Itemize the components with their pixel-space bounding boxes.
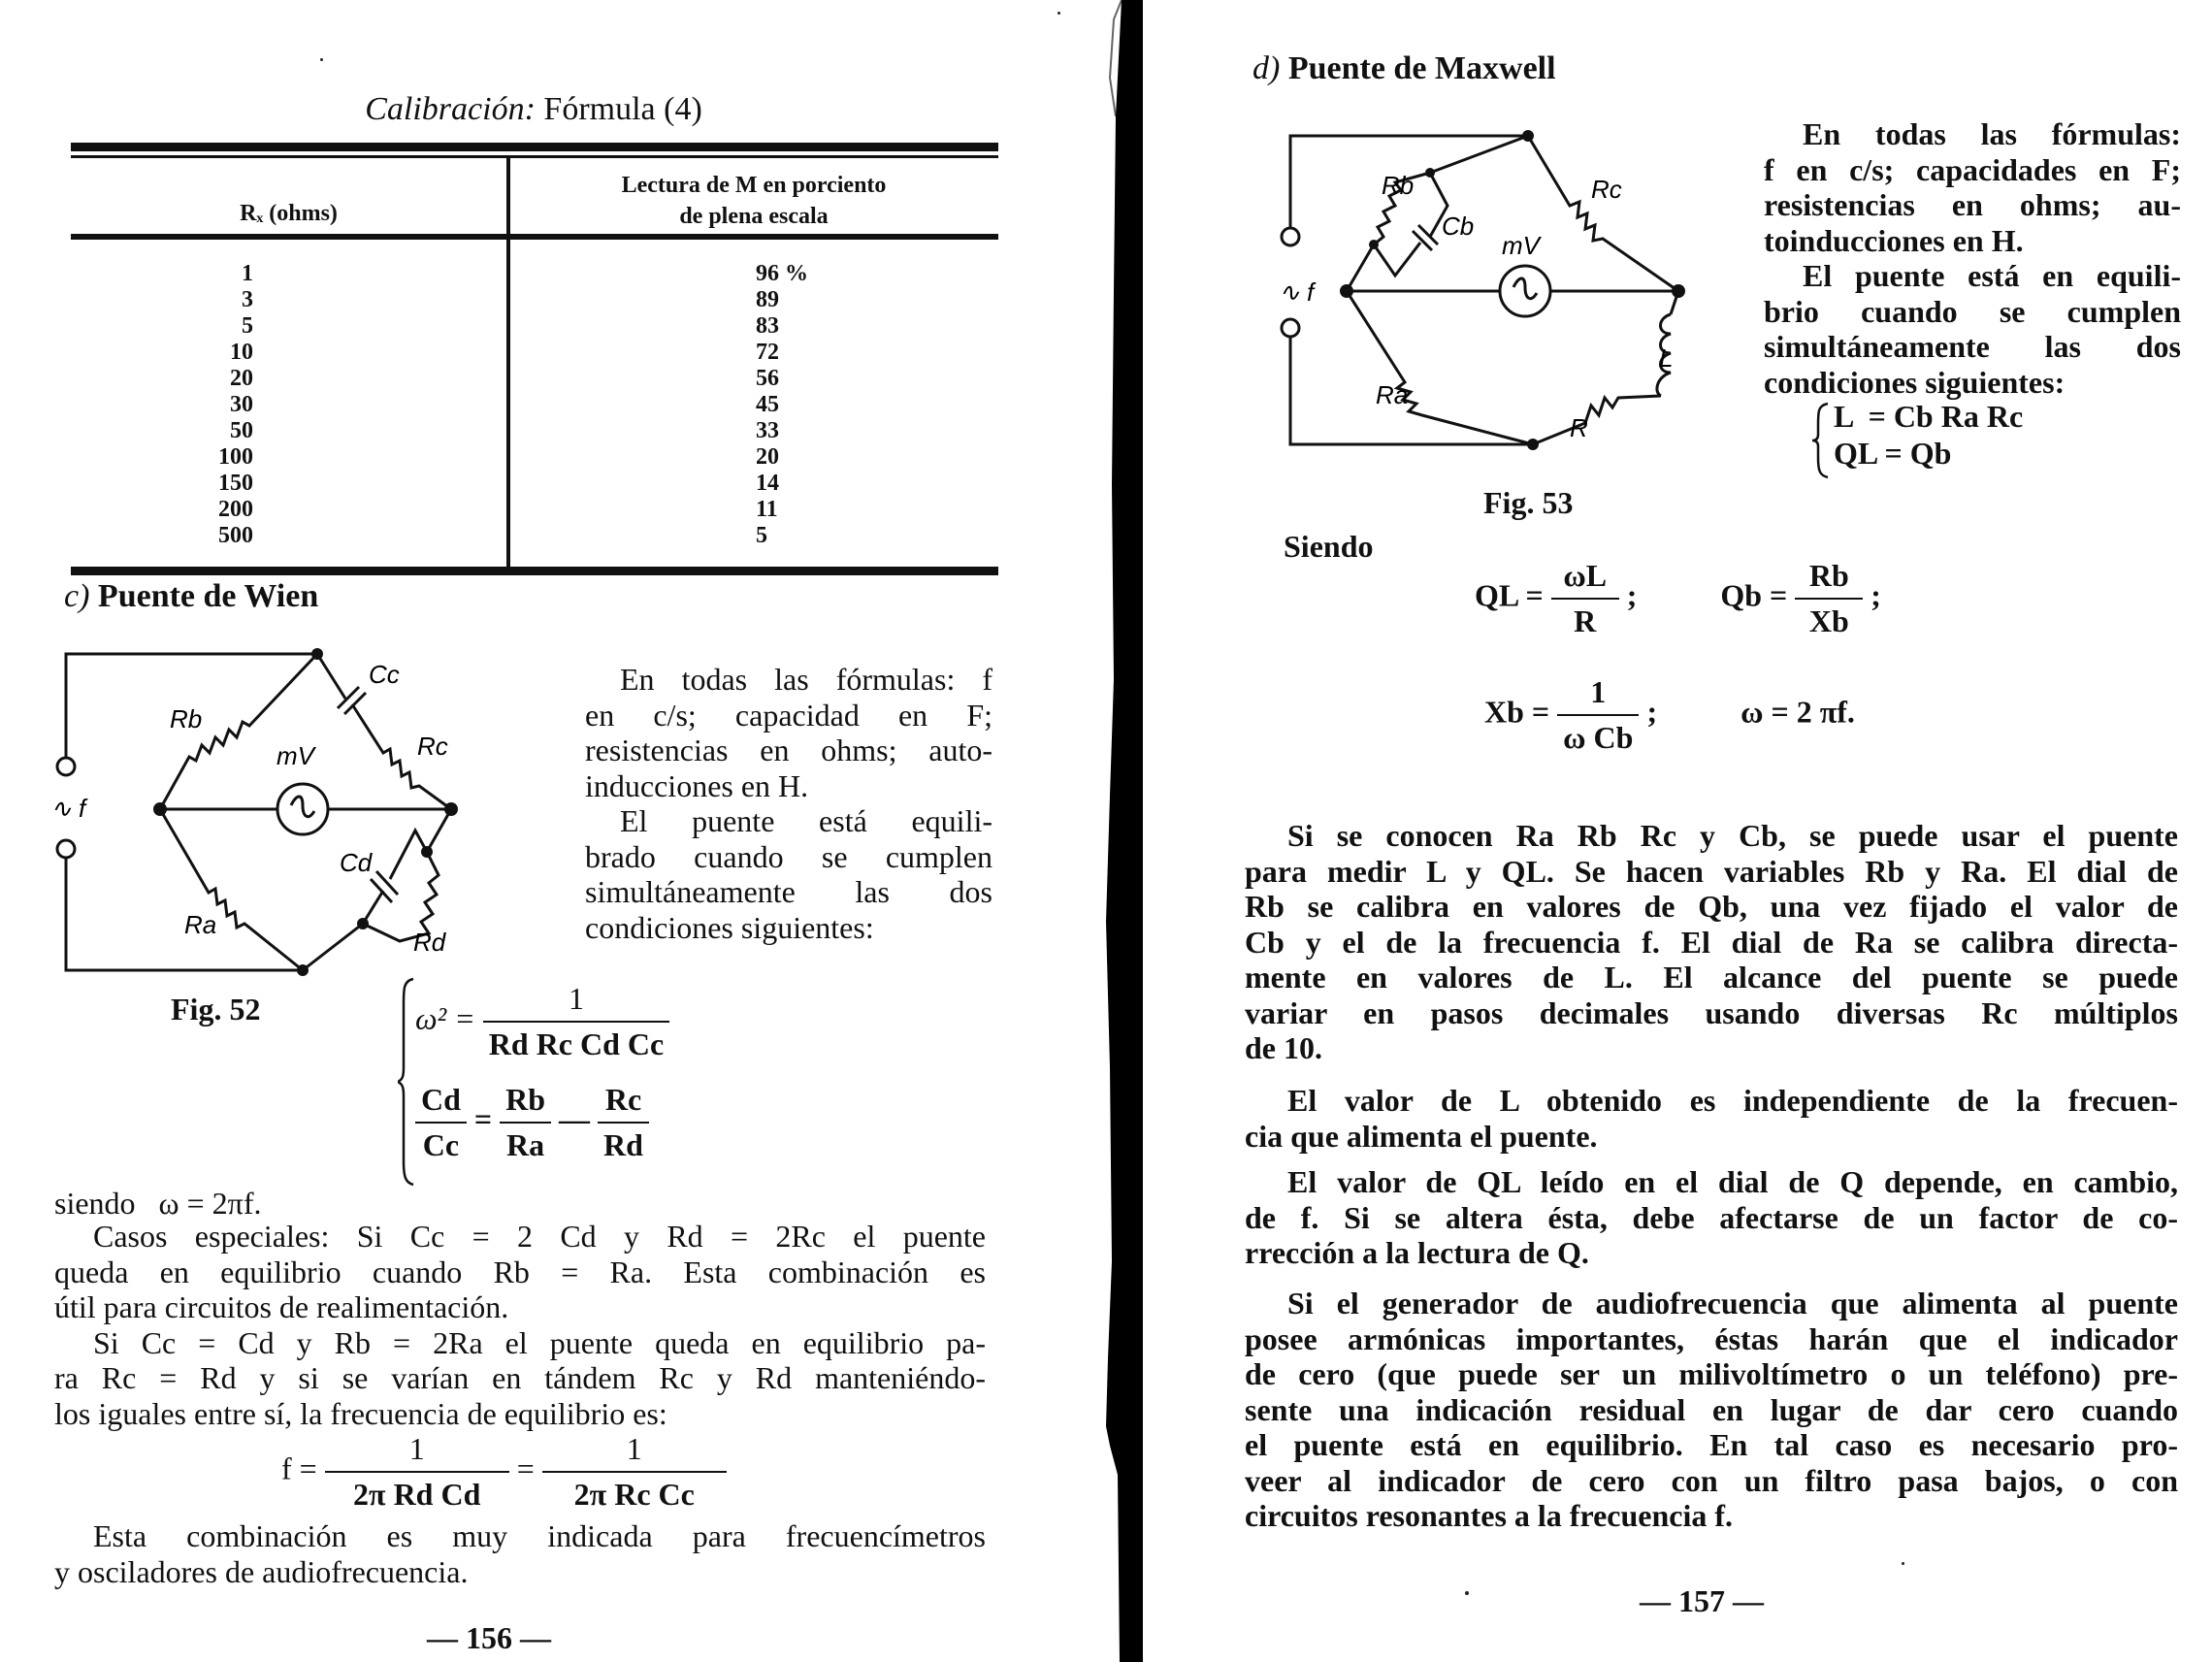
separator: ; (1646, 694, 1658, 730)
calibration-table (71, 143, 998, 574)
text-line: simultáneamente las dos (585, 874, 992, 909)
numerator: 1 (542, 1431, 727, 1473)
q-factor-definitions (1475, 558, 2018, 639)
table-cell-r: 200 (218, 497, 253, 522)
text-line: variar en pasos decimales usando diversas Rc múltiplos (1245, 994, 2178, 1030)
denominator: ω Cb (1563, 720, 1634, 755)
curly-brace-icon (398, 975, 417, 1189)
condition-q-factor: QL = Qb (1834, 436, 1952, 471)
label-rc: Rc (1591, 175, 1622, 204)
text-line: El puente está en equili- (1803, 258, 2181, 293)
table-cell-r: 500 (218, 523, 253, 548)
label-r: R (1570, 413, 1588, 442)
fraction (415, 1082, 467, 1163)
paragraph-frequency-independence (1245, 1083, 2178, 1154)
section-title: Puente de Wien (97, 578, 319, 614)
numerator: Rb (500, 1082, 551, 1124)
text-line: Si se conocen Ra Rb Rc y Cb, se puede usar el puente (1287, 818, 2178, 853)
denominator: Ra (506, 1127, 545, 1162)
text-line: útil para circuitos de realimentación. (54, 1289, 509, 1324)
numerator: Rc (598, 1082, 649, 1124)
section-title: Puente de Maxwell (1287, 50, 1556, 86)
separator: ; (1870, 577, 1881, 613)
text-line: Si el generador de audiofrecuencia que alimenta al puente (1287, 1286, 2178, 1320)
table-header-rule (71, 234, 998, 240)
text-line: rrección a la lectura de Q. (1245, 1235, 1589, 1270)
maxwell-bridge-circuit-diagram (1279, 124, 1706, 464)
fraction (483, 981, 669, 1062)
label-meter: mV (276, 741, 314, 770)
table-body (71, 261, 998, 562)
frequency-formula (281, 1431, 727, 1513)
table-cell-r: 30 (230, 392, 253, 417)
page-number-157: — 157 — (1640, 1583, 1764, 1618)
wien-balance-conditions (398, 975, 708, 1189)
text-line: simultáneamente las dos (1764, 329, 2181, 364)
closing-text (54, 1518, 986, 1589)
label-rc: Rc (417, 732, 448, 761)
text-line: brado cuando se cumplen (585, 838, 992, 874)
numerator: 1 (1557, 674, 1639, 716)
figure-label-52: Fig. 52 (171, 992, 261, 1027)
table-top-rule-thin (71, 155, 998, 158)
wien-bridge-circuit-diagram (49, 640, 485, 980)
table-cell-r: 100 (218, 444, 253, 470)
minus-sign: — (559, 1101, 591, 1137)
text-line: posee armónicas importantes, éstas harán que el indicador (1245, 1320, 2178, 1356)
text-line: Esta combinación es muy indicada para frecuencímetros (93, 1518, 986, 1553)
fraction (500, 1082, 551, 1163)
text-line: condiciones siguientes: (585, 909, 874, 945)
text-line: ra Rc = Rd y si se varían en tándem Rc y Rd manteniéndo- (54, 1360, 986, 1395)
label-cb: Cb (1442, 212, 1475, 241)
text-line: El puente está equili- (620, 803, 992, 838)
table-title-rest: Fórmula (4) (535, 91, 702, 127)
text-line: de cero (que puede ser un milivoltímetro o un teléfono) pre- (1245, 1356, 2178, 1391)
maxwell-balance-conditions (1834, 398, 2023, 472)
text-line: mente en valores de L. El alcance del puente se puede (1245, 960, 2178, 994)
text-line: y osciladores de audiofrecuencia. (54, 1553, 469, 1589)
ql-lhs: QL = (1475, 577, 1544, 613)
table-cell-reading: 56 (756, 366, 779, 391)
page-number-156: — 156 — (427, 1620, 551, 1655)
table-title-italic: Calibración: (365, 91, 536, 127)
equals-sign: = (473, 1101, 493, 1137)
table-cell-reading: 11 (756, 497, 778, 522)
special-cases-text (54, 1219, 986, 1431)
text-line: circuitos resonantes a la frecuencia f. (1245, 1498, 1734, 1533)
fraction (325, 1431, 509, 1513)
section-heading-maxwell (1252, 50, 1556, 87)
text-line: de 10. (1245, 1030, 1322, 1065)
table-cell-r: 20 (230, 366, 253, 391)
text-line: Si Cc = Cd y Rb = 2Ra el puente queda en equilibrio pa- (93, 1324, 986, 1360)
eq-lhs: ω² = (415, 1000, 475, 1036)
text-line: Casos especiales: Si Cc = 2 Cd y Rd = 2Rc el puente (93, 1219, 986, 1254)
denominator: Rd (603, 1127, 643, 1162)
label-rb: Rb (1382, 171, 1415, 200)
text-line: resistencias en ohms; au- (1764, 187, 2181, 222)
text-line: inducciones en H. (585, 767, 809, 803)
scan-speck (320, 58, 323, 61)
label-ra: Ra (1376, 380, 1409, 409)
text-line: para medir L y QL. Se hacen variables Rb y Ra. El dial de (1245, 853, 2178, 889)
label-rd: Rd (413, 928, 446, 957)
omega-squared-equation (415, 981, 669, 1062)
table-cell-reading: 96 % (756, 261, 808, 286)
eq-lhs: f = (281, 1450, 317, 1486)
table-bottom-rule (71, 567, 998, 575)
numerator: 1 (483, 981, 669, 1023)
label-ra: Ra (184, 910, 217, 939)
text-line: queda en equilibrio cuando Rb = Ra. Esta combinación es (54, 1254, 986, 1289)
table-cell-reading: 33 (756, 418, 779, 443)
xb-lhs: Xb = (1484, 694, 1550, 730)
column-reading (756, 261, 872, 562)
column-header-resistance: Rₓ (ohms) (240, 201, 338, 226)
separator: ; (1626, 577, 1638, 613)
paragraph-measurement (1245, 818, 2178, 1066)
numerator: 1 (325, 1431, 509, 1473)
text-line: el puente está en equilibrio. En tal caso es necesario pro- (1245, 1427, 2178, 1462)
label-l: L (1659, 343, 1674, 373)
scan-speck (1465, 1591, 1469, 1595)
text-line: veer al indicador de cero con un filtro pasa bajos, o con (1245, 1462, 2178, 1498)
denominator: Cc (422, 1127, 460, 1162)
table-cell-r: 3 (242, 287, 253, 312)
equals-sign: = (516, 1450, 535, 1486)
label-rb: Rb (170, 704, 203, 733)
text-line: El valor de L obtenido es independiente de la frecuen- (1287, 1083, 2178, 1118)
section-heading-wien (64, 578, 318, 615)
reactance-definitions (1484, 674, 2028, 756)
table-cell-reading: 45 (756, 392, 779, 417)
text-line: cia que alimenta el puente. (1245, 1118, 1598, 1154)
table-cell-r: 5 (242, 313, 253, 339)
section-letter: d) (1252, 50, 1281, 86)
table-cell-r: 10 (230, 340, 253, 365)
text-line: Cb y el de la frecuencia f. El dial de Ra se calibra directa- (1245, 924, 2178, 960)
text-line: en c/s; capacidad en F; (585, 697, 992, 733)
scan-speck (1057, 12, 1060, 15)
column-header-reading (511, 170, 996, 232)
paragraph-harmonics (1245, 1286, 2178, 1534)
label-source-f: ∿ f (1279, 277, 1315, 307)
siendo-omega-line: siendo ω = 2πf. (54, 1186, 262, 1221)
condition-inductance: L = Cb Ra Rc (1834, 399, 2024, 434)
wien-intro-text (585, 662, 992, 945)
maxwell-intro-text (1764, 116, 2181, 400)
spine-shape (1104, 0, 1143, 1662)
table-cell-reading: 5 (756, 523, 767, 548)
table-cell-reading: 72 (756, 340, 779, 365)
table-title (291, 91, 776, 128)
fraction (1795, 558, 1863, 639)
text-line: El valor de QL leído en el dial de Q depende, en cambio, (1287, 1164, 2178, 1199)
label-cc: Cc (369, 660, 400, 689)
text-line: de f. Si se altera ésta, debe afectarse de un factor de co- (1245, 1199, 2178, 1235)
denominator: Rd Rc Cd Cc (488, 1027, 665, 1061)
numerator: Cd (415, 1082, 467, 1124)
denominator: 2π Rd Cd (353, 1477, 481, 1512)
omega-definition: ω = 2 πf. (1740, 694, 1855, 730)
table-cell-reading: 14 (756, 471, 779, 496)
column-resistance (71, 261, 253, 562)
label-cd: Cd (340, 848, 373, 877)
text-line: f en c/s; capacidades en F; (1764, 151, 2181, 187)
table-cell-reading: 20 (756, 444, 779, 470)
wien-circuit-svg (49, 640, 485, 980)
table-cell-r: 1 (242, 261, 253, 286)
curly-brace-icon (1812, 402, 1830, 479)
qb-lhs: Qb = (1720, 577, 1788, 613)
denominator: Xb (1808, 603, 1849, 638)
fraction (598, 1082, 649, 1163)
fraction (542, 1431, 727, 1513)
text-line: resistencias en ohms; auto- (585, 733, 992, 767)
column-header-reading-line2: de plena escala (679, 204, 829, 229)
fraction (1551, 558, 1619, 639)
paragraph-q-correction (1245, 1164, 2178, 1271)
label-meter: mV (1502, 231, 1540, 260)
fraction (1557, 674, 1639, 756)
table-cell-r: 50 (230, 418, 253, 443)
maxwell-circuit-svg (1279, 124, 1706, 464)
table-cell-reading: 89 (756, 287, 779, 312)
text-line: toinducciones en H. (1764, 222, 2024, 258)
numerator: Rb (1795, 558, 1863, 600)
figure-label-53: Fig. 53 (1483, 485, 1574, 520)
scan-speck (1902, 1562, 1904, 1565)
column-header-reading-line1: Lectura de M en porciento (621, 173, 887, 198)
label-source-f: ∿ f (50, 794, 86, 823)
text-line: condiciones siguientes: (1764, 364, 2066, 400)
text-line: brio cuando se cumplen (1764, 293, 2181, 329)
text-line: sente una indicación residual en lugar de dar cero cuando (1245, 1391, 2178, 1427)
table-cell-reading: 83 (756, 313, 779, 339)
text-line: En todas las fórmulas: f (620, 662, 992, 697)
siendo-label: Siendo (1284, 529, 1374, 564)
book-spine-shadow (1104, 0, 1143, 1662)
denominator: R (1574, 603, 1597, 638)
numerator: ωL (1551, 558, 1619, 600)
text-line: En todas las fórmulas: (1803, 116, 2181, 151)
table-top-rule-thick (71, 143, 998, 151)
text-line: Rb se calibra en valores de Qb, una vez fijado el valor de (1245, 889, 2178, 924)
table-cell-r: 150 (218, 471, 253, 496)
capacitance-ratio-equation (415, 1082, 649, 1163)
section-letter: c) (64, 578, 90, 614)
text-line: los iguales entre sí, la frecuencia de equilibrio es: (54, 1395, 667, 1431)
denominator: 2π Rc Cc (573, 1477, 695, 1512)
